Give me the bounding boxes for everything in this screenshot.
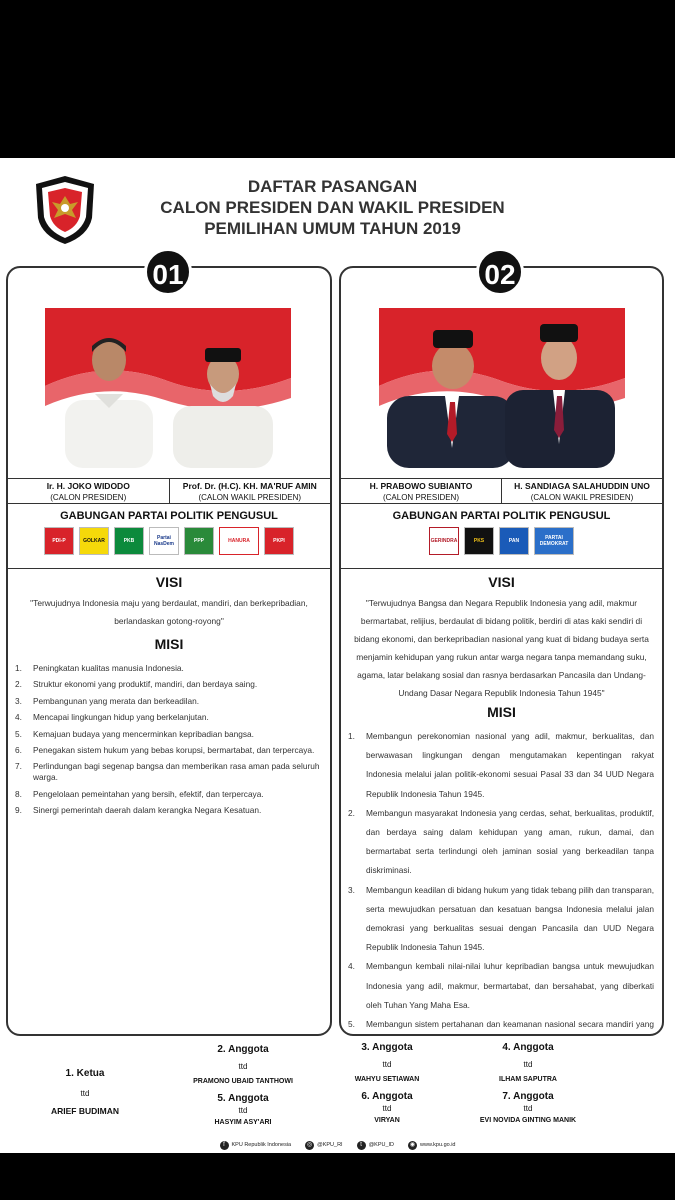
ballot-sheet <box>0 158 675 1153</box>
page-title <box>110 176 555 239</box>
member-2 <box>173 1044 313 1085</box>
pair-number-02: 02 <box>476 248 524 296</box>
president-name-card <box>8 479 169 503</box>
list-item-text: Kemajuan budaya yang mencerminkan kepribadian bangsa. <box>33 728 254 739</box>
instagram-link[interactable]: ◎ @KPU_RI <box>307 1141 343 1148</box>
party-logo-demokrat: PARTAI DEMOKRAT <box>534 527 574 555</box>
list-item-number: 2. <box>348 807 355 818</box>
party-logo-nasdem: Partai NasDem <box>149 527 179 555</box>
candidate-names-02 <box>341 478 662 504</box>
list-item <box>15 712 322 723</box>
member-ketua <box>15 1068 155 1116</box>
member-ttd: ttd <box>382 1104 392 1113</box>
vice-name-card <box>169 479 331 503</box>
member-ttd: ttd <box>523 1104 533 1113</box>
list-item-text: Membangun masyarakat Indonesia yang cerdas, sehat, berkualitas, produktif, dan berdaya saing dalam kehidupan yang aman, rukun, damai, dan bermartabat serta terlindungi oleh jaminan sosial yang berkeadilan tanpa diskriminasi. <box>366 807 654 876</box>
instagram-icon: ◎ <box>307 1141 313 1148</box>
member-ttd: ttd <box>382 1060 392 1069</box>
divider <box>341 568 662 569</box>
vice-role: (CALON WAKIL PRESIDEN) <box>530 493 634 502</box>
member-role: 3. Anggota <box>361 1042 413 1053</box>
member-role: 5. Anggota <box>217 1093 269 1104</box>
list-item-number: 2. <box>15 679 22 690</box>
member-name: PRAMONO UBAID TANTHOWI <box>193 1078 293 1085</box>
list-item-text: Membangun sistem pertahanan dan keamanan nasional secara mandiri yang <box>366 1019 654 1030</box>
commission-members <box>0 1038 675 1153</box>
misi-list <box>15 663 322 822</box>
list-item-number: 5. <box>348 1019 355 1030</box>
member-name: EVI NOVIDA GINTING MANIK <box>479 1117 577 1124</box>
title-line-1: DAFTAR PASANGAN <box>247 177 418 196</box>
party-logo-hanura: HANURA <box>219 527 259 555</box>
list-item-number: 4. <box>348 961 355 972</box>
list-item-number: 3. <box>348 884 355 895</box>
list-item <box>348 881 654 958</box>
list-item-number: 7. <box>15 761 22 772</box>
list-item <box>348 1015 654 1036</box>
list-item-text: Struktur ekonomi yang produktif, mandiri, dan berdaya saing. <box>33 679 258 690</box>
member-6 <box>317 1091 457 1124</box>
member-4 <box>458 1042 598 1083</box>
globe-icon: ◉ <box>409 1141 416 1148</box>
pair-number-01: 01 <box>144 248 192 296</box>
list-item-number: 5. <box>15 728 22 739</box>
member-name: VIRYAN <box>374 1117 400 1124</box>
member-role: 1. Ketua <box>65 1068 105 1079</box>
member-ttd: ttd <box>80 1089 90 1098</box>
parties-title: GABUNGAN PARTAI POLITIK PENGUSUL <box>392 510 611 522</box>
list-item <box>15 679 322 690</box>
president-name-card <box>341 479 501 503</box>
list-item-text: Membangun keadilan di bidang hukum yang tidak tebang pilih dan transparan, serta mewujudkan persatuan dan kesatuan bangsa Indonesia melalui jalan demokrasi yang berkualitas sesuai dengan Pancasila dan UUD Negara Republik Indonesia Tahun 1945. <box>366 884 654 953</box>
list-item <box>348 727 654 804</box>
party-logo-pan: PAN <box>499 527 529 555</box>
list-item <box>15 696 322 707</box>
party-logo-gerindra: GERINDRA <box>429 527 459 555</box>
vice-name: H. SANDIAGA SALAHUDDIN UNO <box>514 481 650 491</box>
twitter-link[interactable]: t @KPU_ID <box>357 1141 394 1150</box>
member-name: ARIEF BUDIMAN <box>51 1106 119 1116</box>
member-name: WAHYU SETIAWAN <box>354 1076 420 1083</box>
list-item <box>15 789 322 800</box>
party-logo-ppp: PPP <box>184 527 214 555</box>
member-role: 2. Anggota <box>217 1044 269 1055</box>
title-line-3: PEMILIHAN UMUM TAHUN 2019 <box>204 219 461 238</box>
list-item-number: 4. <box>15 712 22 723</box>
list-item-text: Penegakan sistem hukum yang bebas korupsi, bermartabat, dan terpercaya. <box>33 744 315 755</box>
member-7 <box>458 1091 598 1124</box>
list-item-number: 1. <box>15 663 22 673</box>
list-item-text: Membangun perekonomian nasional yang adil, makmur, berkualitas, dan berwawasan lingkungan dengan mengutamakan kepentingan rakyat Indonesia melalui jalan politik-ekonomi sesuai Pasal 33 dan 34 UUD Negara Republik Indonesia Tahun 1945. <box>366 731 654 799</box>
member-name: ILHAM SAPUTRA <box>499 1076 557 1083</box>
list-item-number: 6. <box>15 744 22 755</box>
list-item <box>348 804 654 881</box>
party-logo-pkpi: PKPI <box>264 527 294 555</box>
visi-text: "Terwujudnya Indonesia maju yang berdaulat, mandiri, dan berkepribadian, berlandaskan gotong-royong" <box>30 598 308 626</box>
president-role: (CALON PRESIDEN) <box>382 493 459 502</box>
list-item-number: 3. <box>15 695 22 706</box>
candidate-names-01 <box>8 478 330 504</box>
member-ttd: ttd <box>238 1106 248 1115</box>
visi-heading: VISI <box>488 574 515 590</box>
list-item-number: 1. <box>348 731 355 741</box>
member-name: HASYIM ASY'ARI <box>214 1119 272 1126</box>
website-link[interactable]: ◉ www.kpu.go.id <box>409 1141 456 1148</box>
member-role: 6. Anggota <box>361 1091 413 1102</box>
party-logo-pkb: PKB <box>114 527 144 555</box>
member-3 <box>317 1042 457 1083</box>
misi-heading: MISI <box>154 636 184 652</box>
vice-role: (CALON WAKIL PRESIDEN) <box>198 493 302 502</box>
list-item <box>15 729 322 740</box>
facebook-link[interactable]: f KPU Republik Indonesia <box>220 1141 292 1150</box>
title-line-2: CALON PRESIDEN DAN WAKIL PRESIDEN <box>160 198 505 217</box>
vice-name: Prof. Dr. (H.C). KH. MA'RUF AMIN <box>182 481 317 491</box>
member-role: 4. Anggota <box>502 1042 554 1053</box>
list-item-text: Peningkatan kualitas manusia Indonesia. <box>33 663 184 673</box>
list-item <box>15 805 322 816</box>
list-item <box>15 745 322 756</box>
party-logos-02 <box>341 527 662 563</box>
visi-heading: VISI <box>155 574 183 590</box>
member-ttd: ttd <box>523 1060 533 1069</box>
visi-text: "Terwujudnya Bangsa dan Negara Republik Indonesia yang adil, makmur bermartabat, relijius, berdaulat di bidang politik, berdiri di atas kaki sendiri di bidang ekonomi, dan berkepribadian nasional yang kuat di bidang budaya serta menjamin kehidupan yang rukun antar warga negara tanpa memandang suku, agama, latar belakang sosial dan rasnya berdasarkan Pancasila dan Undang-Undang Dasar Negara Republik Indonesia Tahun 1945" <box>354 598 649 698</box>
president-name: H. PRABOWO SUBIANTO <box>369 481 473 491</box>
twitter-icon: t <box>357 1141 366 1150</box>
president-role: (CALON PRESIDEN) <box>50 493 127 502</box>
list-item-text: Mencapai lingkungan hidup yang berkelanjutan. <box>33 712 209 723</box>
member-role: 7. Anggota <box>502 1091 554 1102</box>
list-item-number: 9. <box>15 805 22 816</box>
list-item <box>15 761 322 783</box>
list-item-text: Sinergi pemerintah daerah dalam kerangka Negara Kesatuan. <box>33 805 262 816</box>
list-item-text: Pengelolaan pemeintahan yang bersih, efektif, dan terpercaya. <box>33 788 264 799</box>
facebook-icon: f <box>220 1141 229 1150</box>
party-logo-pdip: PDI-P <box>44 527 74 555</box>
list-item <box>348 957 654 1015</box>
list-item-number: 8. <box>15 788 22 799</box>
candidate-photo-01 <box>45 308 291 468</box>
candidate-photo-02 <box>379 308 625 468</box>
candidate-panel-01 <box>6 266 332 1036</box>
list-item-text: Membangun kembali nilai-nilai luhur kepribadian bangsa untuk mewujudkan Indonesia yang adil, makmur, bermartabat, dan bersahabat, yang diberkati oleh Tuhan Yang Maha Esa. <box>366 961 654 1010</box>
president-name: Ir. H. JOKO WIDODO <box>46 481 130 491</box>
social-links <box>0 1138 675 1152</box>
kpu-logo <box>30 174 100 246</box>
party-logo-pks: PKS <box>464 527 494 555</box>
list-item-text: Pembangunan yang merata dan berkeadilan. <box>33 695 200 706</box>
party-logos-01 <box>8 527 330 563</box>
list-item-text: Perlindungan bagi segenap bangsa dan memberikan rasa aman pada seluruh warga. <box>33 761 320 783</box>
member-5 <box>173 1093 313 1126</box>
member-ttd: ttd <box>238 1062 248 1071</box>
party-logo-golkar: GOLKAR <box>79 527 109 555</box>
vice-name-card <box>501 479 662 503</box>
list-item <box>15 663 322 674</box>
misi-list <box>348 727 654 1036</box>
divider <box>8 568 330 569</box>
candidate-panel-02 <box>339 266 664 1036</box>
misi-heading: MISI <box>487 704 516 720</box>
parties-title: GABUNGAN PARTAI POLITIK PENGUSUL <box>60 510 278 522</box>
